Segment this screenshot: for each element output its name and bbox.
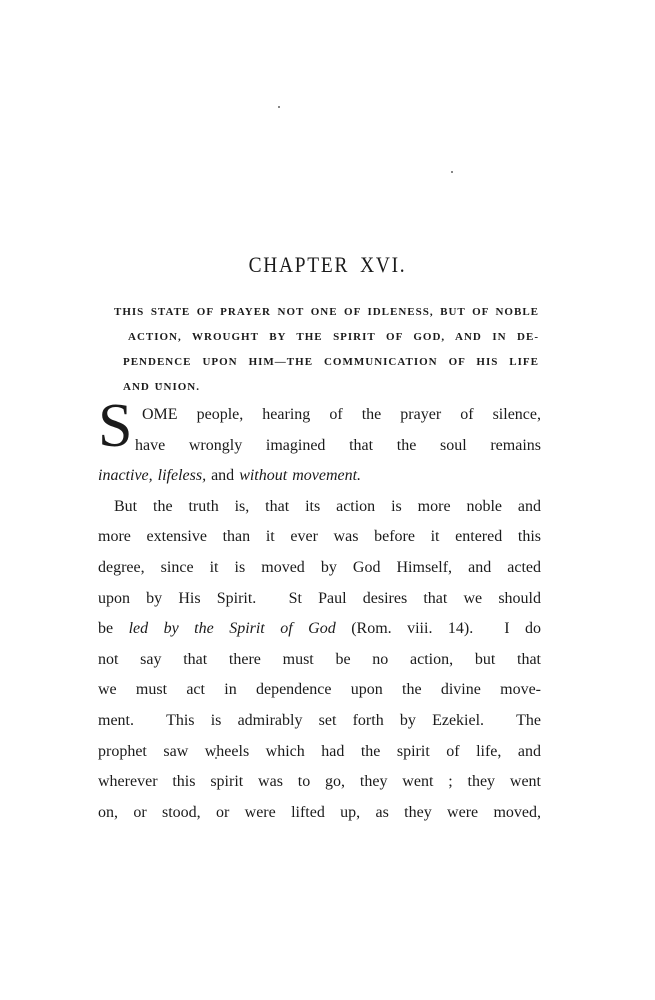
- body-line: [98, 492, 541, 523]
- body-text-segment: upon by His Spirit. St Paul desires that we should: [98, 589, 541, 607]
- chapter-heading: CHAPTER XVI.: [248, 252, 407, 277]
- scan-speck: [278, 106, 280, 108]
- body-line: [98, 553, 541, 584]
- body-line: [98, 614, 541, 645]
- body-line: [98, 461, 541, 492]
- body-line: [98, 675, 541, 706]
- body-line: [98, 522, 541, 553]
- body-text-segment: we must act in dependence upon the divine move-: [98, 681, 541, 699]
- body-line: [98, 645, 541, 676]
- body-text: [98, 392, 542, 828]
- body-text-segment: degree, since it is moved by God Himself, and acted: [98, 558, 541, 576]
- body-line: [98, 400, 541, 431]
- argument-line: PENDENCE UPON HIM—THE COMMUNICATION OF HIS LIFE: [123, 356, 539, 368]
- body-line: [98, 584, 541, 615]
- body-text-segment: not say that there must be no action, but that: [98, 650, 541, 668]
- body-line: [98, 798, 541, 829]
- italic-text-segment: led by the Spirit of God: [128, 620, 336, 638]
- body-text-segment: and: [206, 467, 240, 485]
- argument-line: ACTION, WROUGHT BY THE SPIRIT OF GOD, AND IN DE-: [128, 331, 539, 343]
- body-text-segment: (Rom. viii. 14). I do: [335, 620, 542, 638]
- italic-text-segment: inactive, lifeless,: [98, 467, 207, 485]
- body-text-segment: OME people, hearing of the prayer of silence,: [142, 406, 541, 423]
- scan-speck: [451, 171, 453, 173]
- italic-text-segment: without movement.: [239, 467, 362, 485]
- body-text-segment: have wrongly imagined that the soul remains: [135, 436, 541, 454]
- drop-cap: S: [98, 392, 133, 460]
- body-text-segment: on, or stood, or were lifted up, as they were moved,: [98, 803, 541, 821]
- argument-line: AND UNION.: [123, 381, 200, 393]
- body-line: [98, 706, 541, 737]
- body-text-segment: more extensive than it ever was before it entered this: [98, 528, 541, 546]
- body-line: [98, 737, 541, 768]
- argument-line: THIS STATE OF PRAYER NOT ONE OF IDLENESS, BUT OF NOBLE: [114, 306, 539, 318]
- chapter-argument: [114, 300, 539, 400]
- body-line: [98, 767, 541, 798]
- body-text-segment: wherever this spirit was to go, they went ; they went: [98, 773, 541, 791]
- body-text-segment: But the truth is, that its action is more noble and: [114, 497, 541, 515]
- body-text-segment: prophet saw wheels which had the spirit of life, and: [98, 742, 541, 760]
- body-text-segment: ment. This is admirably set forth by Ezekiel. The: [98, 711, 541, 729]
- body-text-segment: be: [98, 620, 129, 638]
- body-line: [98, 431, 541, 462]
